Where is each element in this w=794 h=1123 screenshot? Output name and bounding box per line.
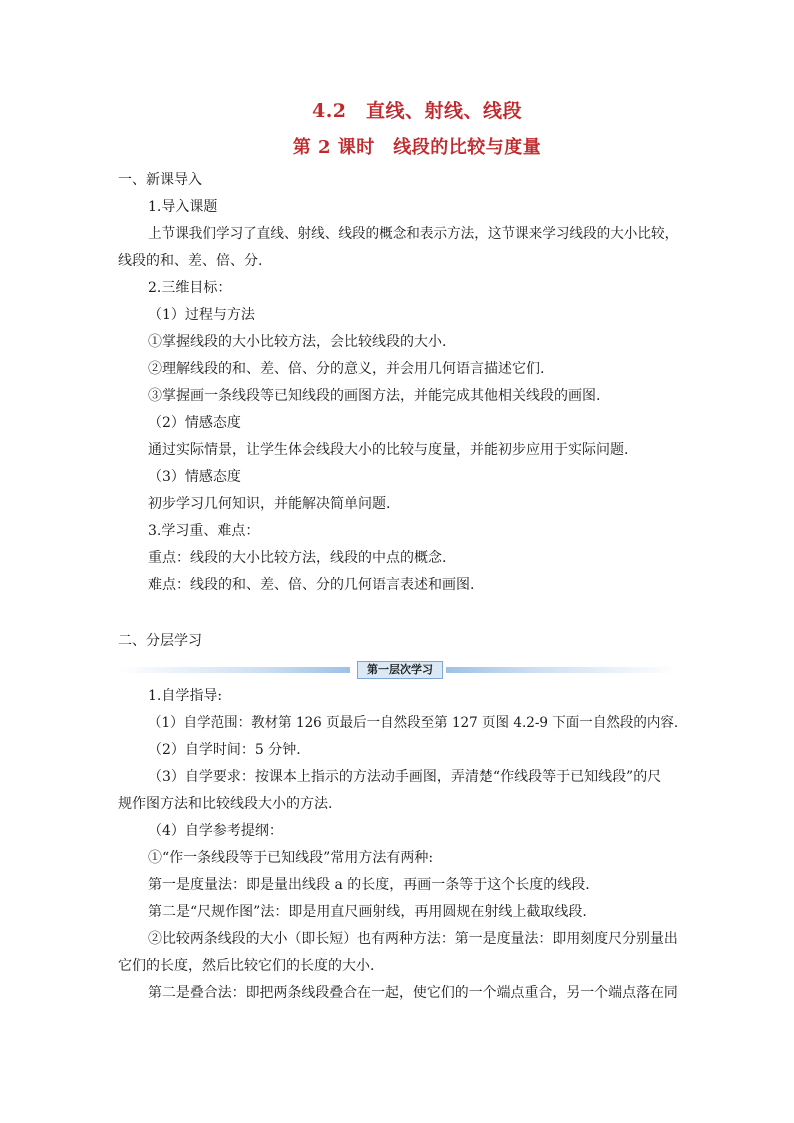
text-line: （3）情感态度 (148, 469, 241, 485)
text-line: ①“作一条线段等于已知线段”常用方法有两种: (148, 850, 434, 866)
text-line: ②比较两条线段的大小（即长短）也有两种方法：第一是度量法：即用刻度尺分别量出 (148, 931, 678, 947)
text-line: ②理解线段的和、差、倍、分的意义，并会用几何语言描述它们. (148, 361, 545, 377)
text-line: （1）自学范围：教材第 126 页最后一自然段至第 127 页图 4.2-9 下面一自然段的内容. (148, 715, 679, 731)
text-line: 第一是度量法：即是量出线段 a 的长度，再画一条等于这个长度的线段. (148, 877, 590, 893)
text-line: 难点：线段的和、差、倍、分的几何语言表述和画图. (148, 577, 475, 593)
text-line: 重点：线段的大小比较方法，线段的中点的概念. (148, 550, 447, 566)
text-line: 它们的长度，然后比较它们的长度的大小. (118, 958, 375, 974)
text-line: （2）情感态度 (148, 415, 241, 431)
text-line: 1.自学指导: (148, 688, 223, 704)
text-line: 2.三维目标： (148, 280, 232, 296)
text-line: 1.导入课题 (148, 199, 218, 215)
section-heading: 二、分层学习 (118, 633, 202, 649)
banner-bar-left (118, 667, 350, 673)
text-line: 第二是叠合法：即把两条线段叠合在一起，使它们的一个端点重合，另一个端点落在同 (148, 985, 678, 1001)
text-line: （1）过程与方法 (148, 307, 255, 323)
lesson-title: 4.2 直线、射线、线段 (311, 100, 523, 122)
text-line: 3.学习重、难点： (148, 523, 260, 539)
text-line: ①掌握线段的大小比较方法，会比较线段的大小. (148, 334, 447, 350)
text-line: 通过实际情景，让学生体会线段大小的比较与度量，并能初步应用于实际问题. (148, 442, 629, 458)
banner-bar-right (446, 667, 678, 673)
banner-label: 第一层次学习 (357, 661, 443, 679)
text-line: （4）自学参考提纲： (148, 823, 283, 839)
text-line: （2）自学时间：5 分钟. (148, 742, 301, 758)
lesson-subtitle: 第 2 课时 线段的比较与度量 (292, 137, 542, 158)
section-heading: 一、新课导入 (118, 172, 202, 188)
text-line: 规作图方法和比较线段大小的方法. (118, 796, 333, 812)
text-line: 上节课我们学习了直线、射线、线段的概念和表示方法，这节课来学习线段的大小比较， (148, 226, 679, 242)
text-line: （3）自学要求：按课本上指示的方法动手画图，弄清楚“作线段等于已知线段”的尺 (148, 769, 662, 785)
text-line: 线段的和、差、倍、分. (118, 253, 263, 269)
level-banner (118, 661, 678, 678)
text-line: 第二是“尺规作图”法：即是用直尺画射线，再用圆规在射线上截取线段. (148, 904, 587, 920)
text-line: 初步学习几何知识，并能解决简单问题. (148, 496, 391, 512)
text-line: ③掌握画一条线段等已知线段的画图方法，并能完成其他相关线段的画图. (148, 388, 601, 404)
